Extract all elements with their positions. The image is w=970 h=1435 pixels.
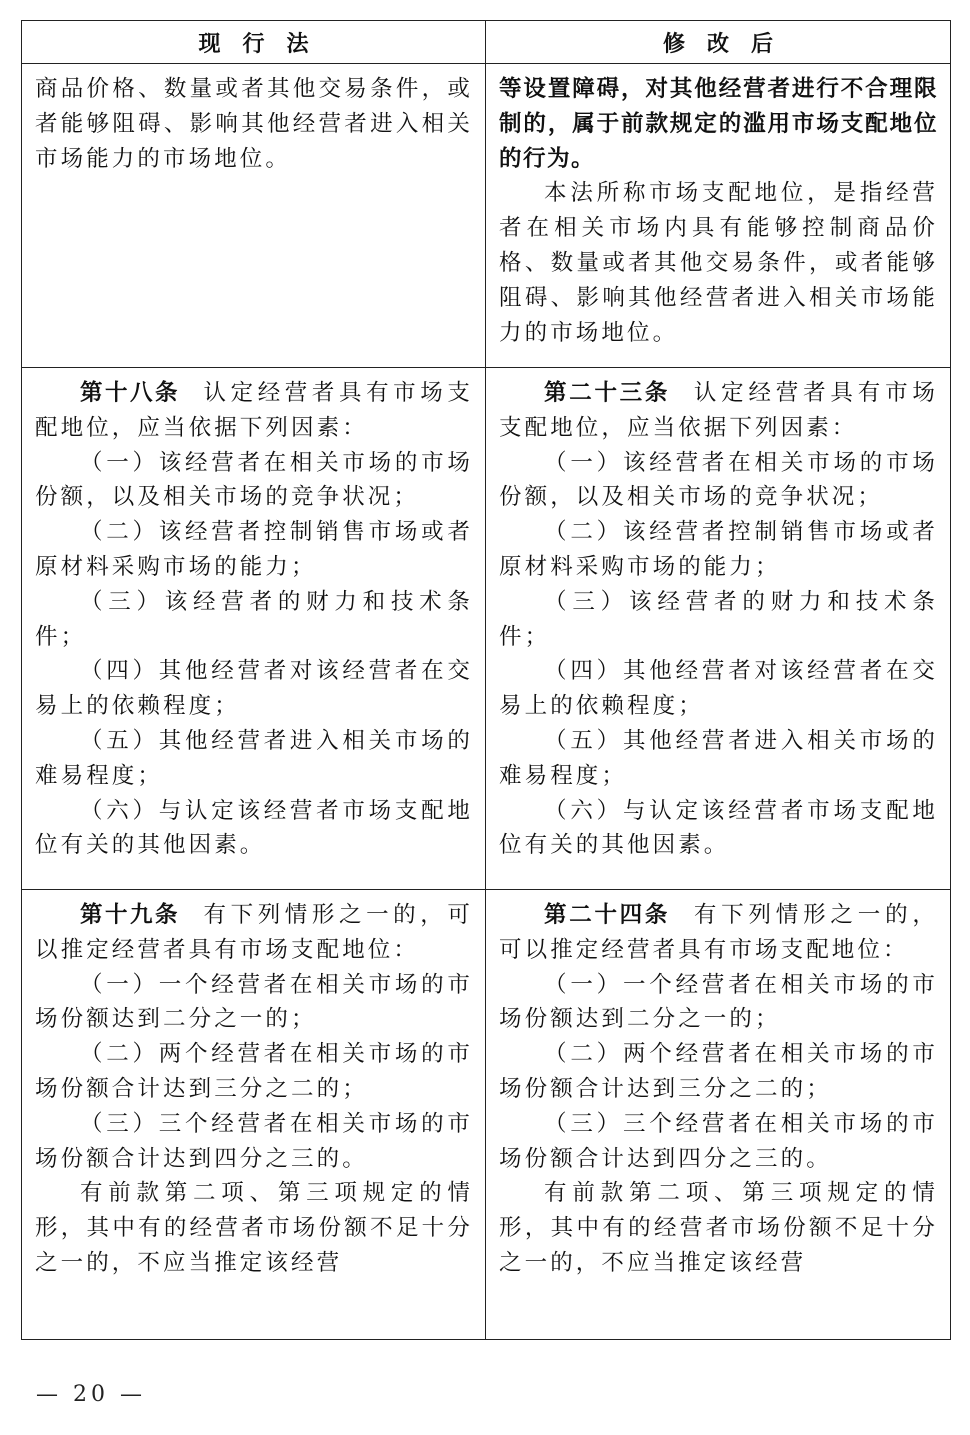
paragraph-text: （六）与认定该经营者市场支配地位有关的其他因素。 <box>499 797 938 859</box>
paragraph-text: （四）其他经营者对该经营者在交易上的依赖程度； <box>499 658 938 720</box>
paragraph-text: 认定经营者具有市场支配地位，应当依据下列因素： <box>499 380 938 441</box>
paragraph-text: （一）一个经营者在相关市场的市场份额达到二分之一的； <box>35 971 473 1033</box>
paragraph-text: （四）其他经营者对该经营者在交易上的依赖程度； <box>35 658 473 720</box>
table-row <box>22 890 951 1340</box>
paragraph-text: （一）该经营者在相关市场的市场份额，以及相关市场的竞争状况； <box>35 449 473 511</box>
paragraph <box>499 724 938 794</box>
header-row <box>22 21 951 64</box>
paragraph <box>499 1107 938 1177</box>
paragraph-text: （三）该经营者的财力和技术条件； <box>499 588 938 650</box>
paragraph <box>35 585 473 655</box>
header-current-law: 现行法 <box>22 21 486 64</box>
paragraph <box>499 1176 938 1280</box>
paragraph-text: （一）该经营者在相关市场的市场份额，以及相关市场的竞争状况； <box>499 449 938 511</box>
paragraph-text: （三）三个经营者在相关市场的市场份额合计达到四分之三的。 <box>35 1110 473 1172</box>
paragraph-text: 等设置障碍，对其他经营者进行不合理限制的，属于前款规定的滥用市场支配地位的行为。 <box>499 76 938 172</box>
paragraph-text: 认定经营者具有市场支配地位，应当依据下列因素： <box>35 380 473 441</box>
paragraph-text: （二）两个经营者在相关市场的市场份额合计达到三分之二的； <box>35 1041 473 1102</box>
paragraph <box>499 654 938 724</box>
paragraph-text: （六）与认定该经营者市场支配地位有关的其他因素。 <box>35 797 473 859</box>
paragraph <box>499 376 938 446</box>
paragraph-text: （二）两个经营者在相关市场的市场份额合计达到三分之二的； <box>499 1041 938 1102</box>
paragraph <box>35 724 473 794</box>
paragraph-text: （五）其他经营者进入相关市场的难易程度； <box>499 727 938 789</box>
paragraph <box>35 376 473 446</box>
paragraph-text: （二）该经营者控制销售市场或者原材料采购市场的能力； <box>35 519 473 580</box>
article-number: 第二十四条 <box>544 902 671 928</box>
paragraph-text: （三）该经营者的财力和技术条件； <box>35 588 473 650</box>
paragraph-text: 本法所称市场支配地位，是指经营者在相关市场内具有能够控制商品价格、数量或者其他交易条件，或者能够阻碍、影响其他经营者进入相关市场能力的市场地位。 <box>499 180 938 346</box>
paragraph-text: 有下列情形之一的，可以推定经营者具有市场支配地位： <box>499 902 938 963</box>
paragraph <box>35 1176 473 1280</box>
article-number: 第十八条 <box>80 380 180 406</box>
paragraph <box>499 72 938 176</box>
paragraph <box>35 1037 473 1107</box>
paragraph <box>35 898 473 968</box>
header-amended: 修改后 <box>486 21 951 64</box>
paragraph-text: （五）其他经营者进入相关市场的难易程度； <box>35 727 473 789</box>
paragraph-text: 有前款第二项、第三项规定的情形，其中有的经营者市场份额不足十分之一的，不应当推定该经营 <box>35 1180 473 1276</box>
paragraph-text: 有前款第二项、第三项规定的情形，其中有的经营者市场份额不足十分之一的，不应当推定该经营 <box>499 1180 938 1276</box>
paragraph <box>35 968 473 1038</box>
paragraph-text: （三）三个经营者在相关市场的市场份额合计达到四分之三的。 <box>499 1110 938 1172</box>
comparison-table <box>21 20 951 1340</box>
cell-current-law <box>22 368 486 890</box>
table-row <box>22 64 951 368</box>
cell-amended <box>486 368 951 890</box>
paragraph-text: 有下列情形之一的，可以推定经营者具有市场支配地位： <box>35 902 473 963</box>
article-number: 第十九条 <box>80 902 180 928</box>
paragraph <box>499 446 938 516</box>
paragraph <box>499 1037 938 1107</box>
paragraph <box>499 794 938 864</box>
paragraph-text: 商品价格、数量或者其他交易条件，或者能够阻碍、影响其他经营者进入相关市场能力的市场地位。 <box>35 76 473 172</box>
paragraph-text: （二）该经营者控制销售市场或者原材料采购市场的能力； <box>499 519 938 580</box>
paragraph <box>499 176 938 350</box>
paragraph <box>35 515 473 585</box>
paragraph <box>35 654 473 724</box>
paragraph <box>35 72 473 176</box>
cell-amended <box>486 64 951 368</box>
paragraph <box>499 968 938 1038</box>
paragraph <box>499 515 938 585</box>
cell-amended <box>486 890 951 1340</box>
paragraph <box>35 1107 473 1177</box>
cell-current-law <box>22 890 486 1340</box>
paragraph <box>499 585 938 655</box>
paragraph <box>499 898 938 968</box>
cell-current-law <box>22 64 486 368</box>
page-number: — 20 — <box>36 1382 146 1407</box>
paragraph-text: （一）一个经营者在相关市场的市场份额达到二分之一的； <box>499 971 938 1033</box>
table-row <box>22 368 951 890</box>
paragraph <box>35 794 473 864</box>
article-number: 第二十三条 <box>544 380 671 406</box>
paragraph <box>35 446 473 516</box>
